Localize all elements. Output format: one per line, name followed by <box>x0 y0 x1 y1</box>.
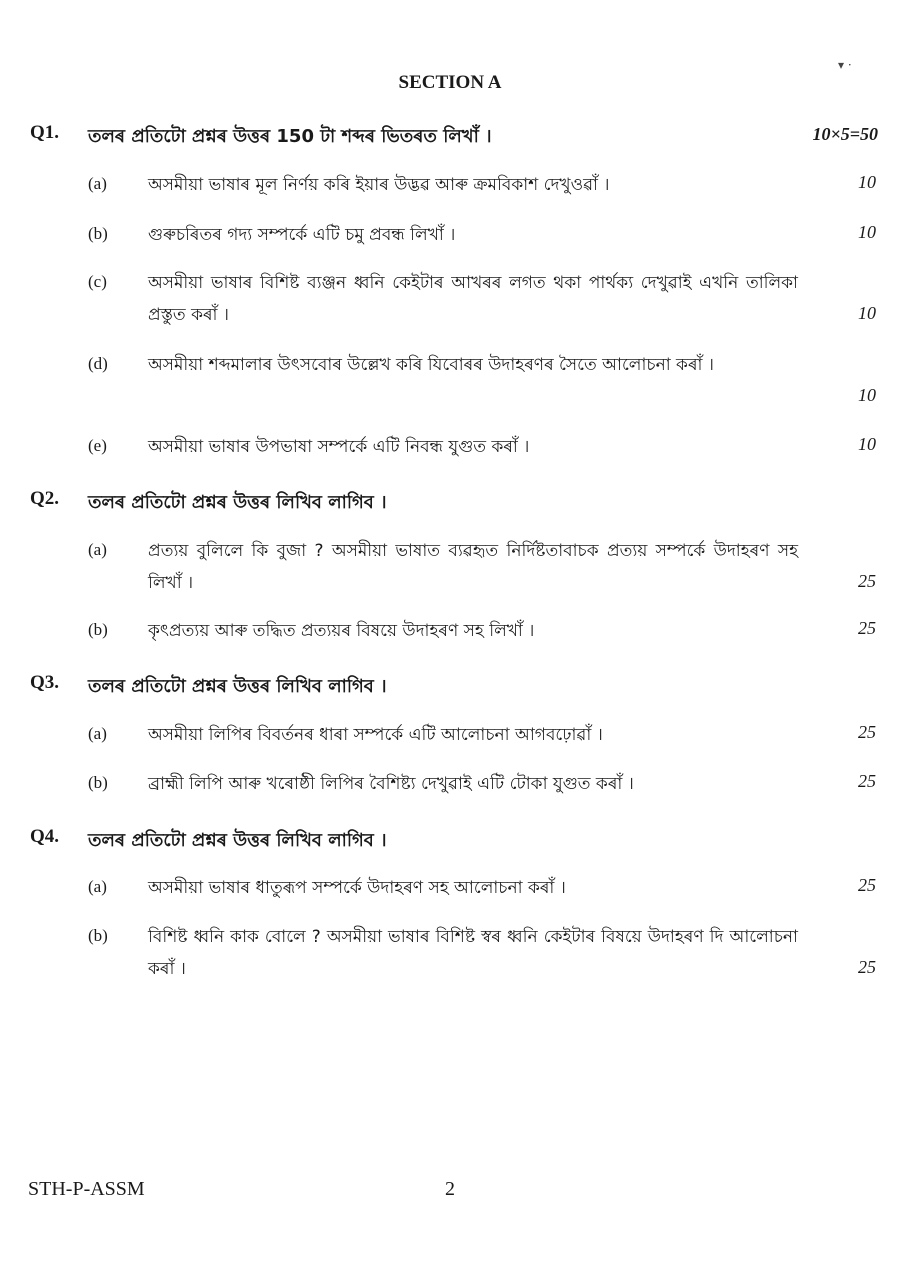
sub-marks: 10 <box>858 172 876 192</box>
sub-marks: 10 <box>858 303 876 323</box>
sub-text: বিশিষ্ট ধ্বনি কাক বোলে ? অসমীয়া ভাষাৰ বিশিষ্ট স্বৰ ধ্বনি কেইটাৰ বিষয়ে উদাহৰণ দি আলোচনা কৰাঁ । <box>148 927 798 979</box>
sub-label: (c) <box>88 272 107 291</box>
question-4b <box>88 924 876 988</box>
section-title: SECTION A <box>398 72 502 93</box>
sub-label: (d) <box>88 354 108 373</box>
question-instruction: তলৰ প্ৰতিটো প্ৰশ্নৰ উত্তৰ লিখিব লাগিব । <box>88 830 387 851</box>
sub-label: (b) <box>88 224 108 243</box>
question-number: Q4. <box>30 826 60 847</box>
sub-label: (a) <box>88 174 107 193</box>
question-instruction: তলৰ প্ৰতিটো প্ৰশ্নৰ উত্তৰ লিখিব লাগিব । <box>88 492 387 513</box>
question-3b <box>88 771 876 803</box>
sub-marks: 25 <box>858 771 876 791</box>
sub-text: অসমীয়া ভাষাৰ ধাতুৰূপ সম্পৰ্কে উদাহৰণ সহ আলোচনা কৰাঁ । <box>148 878 566 898</box>
sub-label: (b) <box>88 773 108 792</box>
sub-text: অসমীয়া লিপিৰ বিবৰ্তনৰ ধাৰা সম্পৰ্কে এটি আলোচনা আগবঢ়োৱাঁ । <box>148 725 603 745</box>
sub-label: (a) <box>88 540 107 559</box>
sub-marks: 25 <box>858 618 876 638</box>
question-2-header <box>30 488 878 518</box>
sub-marks: 25 <box>858 957 876 977</box>
sub-marks: 10 <box>858 385 876 405</box>
question-2b <box>88 618 876 650</box>
question-1-header <box>30 122 878 152</box>
sub-marks: 10 <box>858 434 876 454</box>
sub-label: (b) <box>88 926 108 945</box>
paper-code: STH-P-ASSM <box>28 1178 145 1200</box>
sub-text: অসমীয়া ভাষাৰ বিশিষ্ট ব্যঞ্জন ধ্বনি কেইটাৰ আখৰৰ লগত থকা পাৰ্থক্য দেখুৱাই এখনি তালিকা প্ৰস্তুত কৰাঁ । <box>148 273 798 325</box>
question-number: Q1. <box>30 122 60 143</box>
sub-text: ব্ৰাহ্মী লিপি আৰু খৰোষ্ঠী লিপিৰ বৈশিষ্ট্য দেখুৱাই এটি টোকা যুগুত কৰাঁ । <box>148 774 634 794</box>
question-4-header <box>30 826 878 856</box>
question-1c <box>88 270 876 334</box>
question-1b <box>88 222 876 254</box>
sub-marks: 25 <box>858 571 876 591</box>
question-instruction: তলৰ প্ৰতিটো প্ৰশ্নৰ উত্তৰ লিখিব লাগিব । <box>88 676 387 697</box>
sub-label: (a) <box>88 877 107 896</box>
sub-label: (a) <box>88 724 107 743</box>
question-number: Q2. <box>30 488 60 509</box>
sub-text: অসমীয়া শব্দমালাৰ উৎসবোৰ উল্লেখ কৰি যিবোৰৰ উদাহৰণৰ সৈতে আলোচনা কৰাঁ । <box>148 355 714 375</box>
scan-speck: ▾ · <box>838 58 852 72</box>
sub-marks: 25 <box>858 722 876 742</box>
question-number: Q3. <box>30 672 60 693</box>
question-instruction: তলৰ প্ৰতিটো প্ৰশ্নৰ উত্তৰ 150 টা শব্দৰ ভিতৰত লিখাঁ । <box>88 126 492 147</box>
sub-text: প্ৰত্যয় বুলিলে কি বুজা ? অসমীয়া ভাষাত ব্যৱহৃত নিৰ্দিষ্টতাবাচক প্ৰত্যয় সম্পৰ্কে উদাহৰণ সহ লিখাঁ । <box>148 541 798 593</box>
sub-label: (e) <box>88 436 107 455</box>
sub-marks: 25 <box>858 875 876 895</box>
question-2a <box>88 538 876 602</box>
question-1d <box>88 352 876 416</box>
question-marks: 10×5=50 <box>812 124 878 144</box>
sub-text: অসমীয়া ভাষাৰ উপভাষা সম্পৰ্কে এটি নিবন্ধ যুগুত কৰাঁ । <box>148 437 530 457</box>
sub-marks: 10 <box>858 222 876 242</box>
sub-text: গুৰুচৰিতৰ গদ্য সম্পৰ্কে এটি চমু প্ৰবন্ধ লিখাঁ । <box>148 225 456 245</box>
question-3-header <box>30 672 878 702</box>
sub-label: (b) <box>88 620 108 639</box>
question-1a <box>88 172 876 204</box>
page-number: 2 <box>445 1178 455 1200</box>
question-4a <box>88 875 876 907</box>
question-3a <box>88 722 876 754</box>
sub-text: কৃৎপ্ৰত্যয় আৰু তদ্ধিত প্ৰত্যয়ৰ বিষয়ে উদাহৰণ সহ লিখাঁ । <box>148 621 535 641</box>
question-1e <box>88 434 876 466</box>
sub-text: অসমীয়া ভাষাৰ মূল নিৰ্ণয় কৰি ইয়াৰ উদ্ভৱ আৰু ক্ৰমবিকাশ দেখুওৱাঁ । <box>148 175 610 195</box>
